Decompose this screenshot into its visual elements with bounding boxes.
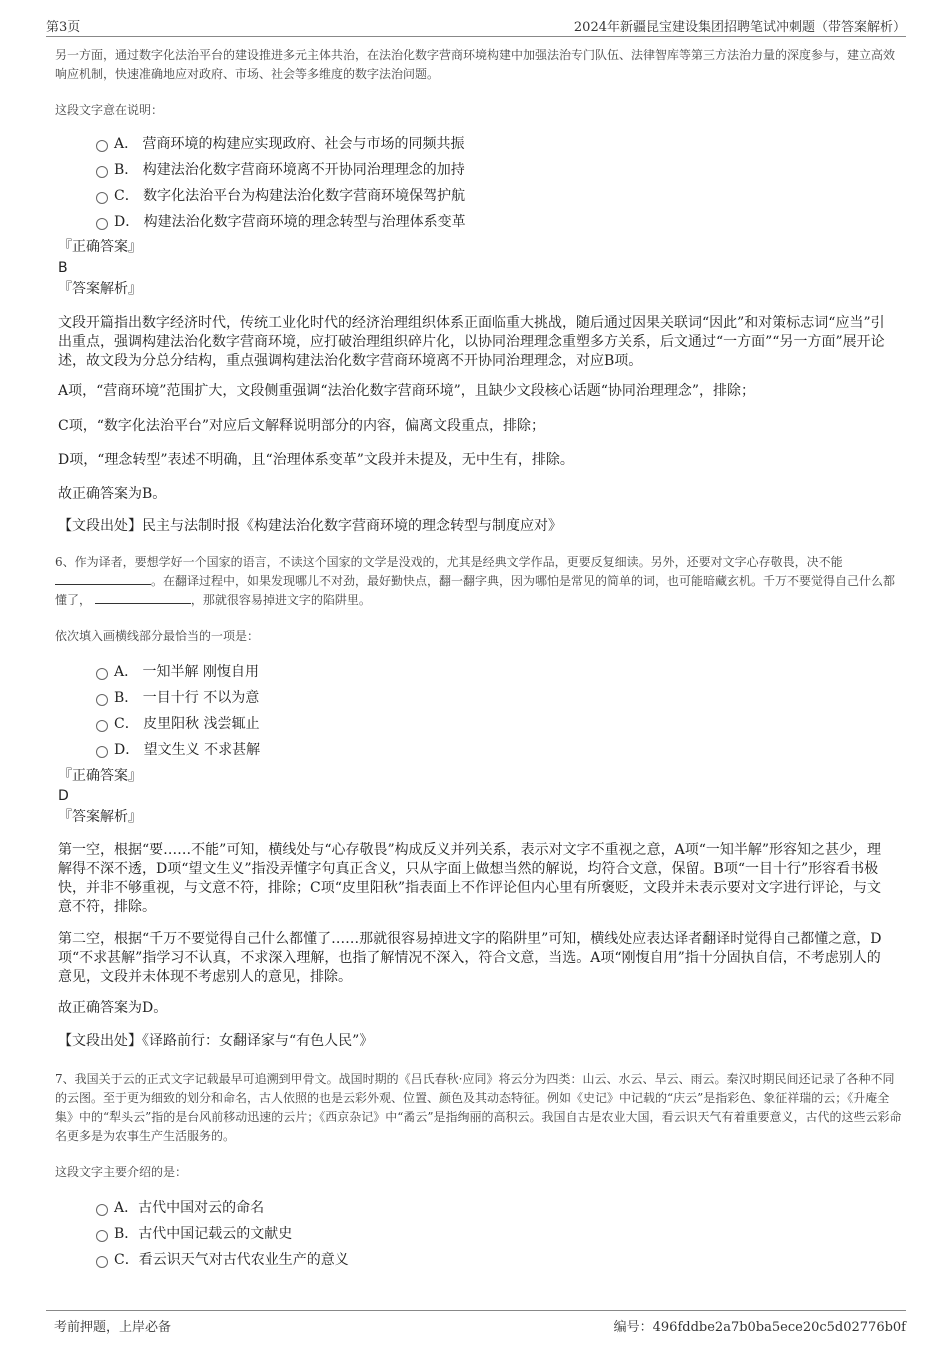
q7-option-c[interactable]: C．看云识天气对古代农业生产的意义 [96, 1250, 349, 1270]
blank-2[interactable] [95, 591, 191, 604]
radio-icon[interactable] [96, 1256, 108, 1268]
document-title: 2024年新疆昆宝建设集团招聘笔试冲刺题（带答案解析） [573, 20, 906, 35]
q5-option-a[interactable]: A． 营商环境的构建应实现政府、社会与市场的同频共振 [96, 134, 465, 154]
q7-prompt: 这段文字主要介绍的是： [55, 1165, 188, 1179]
q7-option-b[interactable]: B．古代中国记载云的文献史 [96, 1224, 292, 1244]
q6-answer-label: 『正确答案』 [58, 768, 142, 784]
q6-conclusion: 故正确答案为D。 [58, 1000, 168, 1016]
q6-stem: 6、作为译者，要想学好一个国家的语言，不读这个国家的文学是没戏的，尤其是经典文学作品，更要反复细读。另外，还要对文字心存敬畏，决不能 。在翻译过程中，如果发现哪儿不对劲，最好勤快点，翻一翻字典，因为哪怕是常见的简单的词，也可能暗藏玄机。千万不要觉得自己什么都懂了， ，那就很容易掉进文字的陷阱里。 [55, 555, 896, 607]
page-header [46, 10, 906, 37]
radio-icon[interactable] [96, 1204, 108, 1216]
blank-1[interactable] [55, 572, 151, 585]
q5-analysis-c: C项，“数字化法治平台”对应后文解释说明部分的内容，偏离文段重点，排除； [58, 418, 546, 434]
q5-source: 【文段出处】民主与法制时报《构建法治化数字营商环境的理念转型与制度应对》 [58, 518, 562, 534]
q6-source: 【文段出处】《译路前行：女翻译家与“有色人民”》 [58, 1033, 374, 1049]
q5-option-c[interactable]: C． 数字化法治平台为构建法治化数字营商环境保驾护航 [96, 186, 465, 206]
radio-icon[interactable] [96, 746, 108, 758]
q5-analysis-a: A项，“营商环境”范围扩大，文段侧重强调“法治化数字营商环境”，且缺少文段核心话题“协同治理理念”，排除； [58, 383, 756, 399]
q5-analysis-d: D项，“理念转型”表述不明确，且“治理体系变革”文段并未提及，无中生有，排除。 [58, 452, 574, 468]
q6-analysis-first-blank: 第一空，根据“要……不能”可知，横线处与“心存敬畏”构成反义并列关系，表示对文字不重视之意，A项“一知半解”形容知之甚少，理解得不深不透，D项“望文生义”指没弄懂字句真正含义，只从字面上做想当然的解说，均符合文意，保留。B项“一目十行”形容看书极快，并非不够重视，与文意不符，排除；C项“皮里阳秋”指表面上不作评论但内心里有所褒贬，文段并未表示要对文字进行评论，与文意不符，排除。 [58, 842, 882, 915]
q6-answer: D [58, 788, 69, 804]
q6-option-d[interactable]: D． 望文生义 不求甚解 [96, 740, 260, 760]
q7-option-a[interactable]: A．古代中国对云的命名 [96, 1198, 264, 1218]
q5-answer: B [58, 260, 68, 276]
page-number: 第3页 [46, 20, 81, 35]
q6-option-b[interactable]: B． 一目十行 不以为意 [96, 688, 259, 708]
q6-prompt: 依次填入画横线部分最恰当的一项是： [55, 629, 260, 643]
radio-icon[interactable] [96, 694, 108, 706]
q6-analysis-label: 『答案解析』 [58, 809, 142, 825]
radio-icon[interactable] [96, 1230, 108, 1242]
q5-stem: 另一方面，通过数字化法治平台的建设推进多元主体共治，在法治化数字营商环境构建中加强法治专门队伍、法律智库等第三方法治力量的深度参与，建立高效响应机制，快速准确地应对政府、市场、社会等多维度的数字法治问题。 [55, 48, 896, 81]
q6-option-a[interactable]: A． 一知半解 刚愎自用 [96, 662, 259, 682]
radio-icon[interactable] [96, 668, 108, 680]
document-id: 编号：496fddbe2a7b0ba5ece20c5d02776b0f [613, 1320, 906, 1335]
footer-slogan: 考前押题，上岸必备 [54, 1320, 172, 1335]
radio-icon[interactable] [96, 720, 108, 732]
q5-analysis-main: 文段开篇指出数字经济时代，传统工业化时代的经济治理组织体系正面临重大挑战，随后通过因果关联词“因此”和对策标志词“应当”引出重点，强调构建法治化数字营商环境，应打破治理组织碎片化，以协同治理理念重塑多方关系，后文通过“一方面”“另一方面”展开论述，故文段为分总分结构，重点强调构建法治化数字营商环境离不开协同治理理念，对应B项。 [58, 315, 885, 369]
q6-analysis-second-blank: 第二空，根据“千万不要觉得自己什么都懂了……那就很容易掉进文字的陷阱里”可知，横线处应表达译者翻译时觉得自己都懂之意，D项“不求甚解”指学习不认真，不求深入理解，也指了解情况不深入，符合文意，当选。A项“刚愎自用”指十分固执自信，不考虑别人的意见，文段并未体现不考虑别人的意见，排除。 [58, 931, 882, 985]
q5-analysis-label: 『答案解析』 [58, 281, 142, 297]
q5-prompt: 这段文字意在说明： [55, 103, 164, 117]
radio-icon[interactable] [96, 218, 108, 230]
radio-icon[interactable] [96, 140, 108, 152]
q5-conclusion: 故正确答案为B。 [58, 486, 167, 502]
page-footer [46, 1310, 906, 1337]
q5-answer-label: 『正确答案』 [58, 239, 142, 255]
radio-icon[interactable] [96, 166, 108, 178]
radio-icon[interactable] [96, 192, 108, 204]
q7-stem: 7、我国关于云的正式文字记载最早可追溯到甲骨文。战国时期的《吕氏春秋·应同》将云分为四类：山云、水云、旱云、雨云。秦汉时期民间还记录了各种不同的云图。至于更为细致的划分和命名，古人依照的也是云彩外观、位置、颜色及其动态特征。例如《史记》中记载的“庆云”是指彩色、象征祥瑞的云；《升庵全集》中的“犁头云”指的是台风前移动迅速的云片；《西京杂记》中“矞云”是指绚丽的高积云。我国自古是农业大国，看云识天气有着重要意义，古代的这些云彩命名更多是为农事生产生活服务的。 [55, 1072, 902, 1143]
q5-option-b[interactable]: B． 构建法治化数字营商环境离不开协同治理理念的加持 [96, 160, 465, 180]
q5-option-d[interactable]: D． 构建法治化数字营商环境的理念转型与治理体系变革 [96, 212, 466, 232]
q6-option-c[interactable]: C． 皮里阳秋 浅尝辄止 [96, 714, 260, 734]
